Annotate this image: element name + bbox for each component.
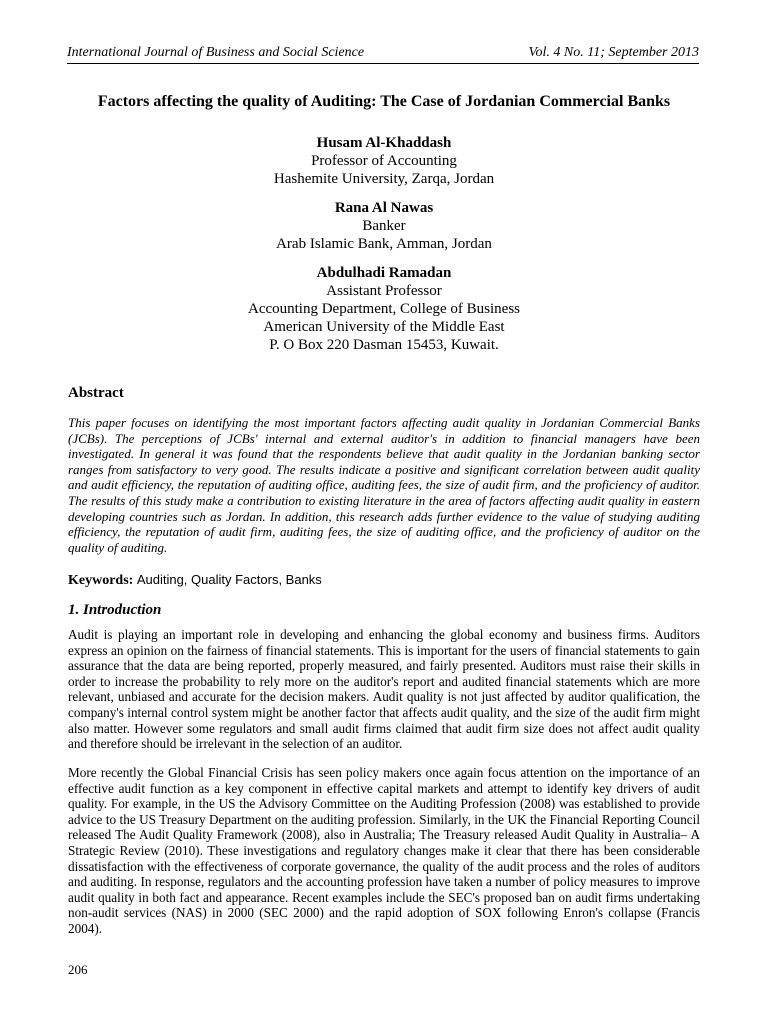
author-affiliation-line: Assistant Professor <box>326 283 442 299</box>
author-name: Abdulhadi Ramadan <box>316 265 452 281</box>
body-paragraph: Audit is playing an important role in developing and enhancing the global economy and business firms. Auditors express an opinion on the fairness of financial statements. This is important for the users of financial statements to gain assurance that the data are being reported, properly measured, and fairly presented. Auditors must raise their skills in order to increase the probability to rely more on the auditor's report and audited financial statements which are more relevant, unbiased and accurate for the decision makers. Audit quality is not just affected by auditor qualification, the company's internal control system might be another factor that affects audit quality, and the size of the audit firm might also matter. However some regulators and small audit firms claimed that audit firm size does not affect audit quality and therefore should be irrelevant in the selection of an auditor. <box>68 627 700 752</box>
journal-name: International Journal of Business and Social Science <box>67 45 365 60</box>
author-affiliation-line: P. O Box 220 Dasman 15453, Kuwait. <box>269 337 499 353</box>
author-affiliation-line: Banker <box>362 218 406 234</box>
author-affiliation-line: Accounting Department, College of Business <box>247 301 521 317</box>
paper-title: Factors affecting the quality of Auditing: The Case of Jordanian Commercial Banks <box>97 93 671 110</box>
introduction-heading: 1. Introduction <box>68 602 162 618</box>
author-list <box>0 134 768 365</box>
author-affiliation-line: Hashemite University, Zarqa, Jordan <box>273 171 495 187</box>
keywords-value: Auditing, Quality Factors, Banks <box>136 572 322 587</box>
author-name: Husam Al-Khaddash <box>316 135 452 151</box>
author-affiliation-line: American University of the Middle East <box>263 319 505 335</box>
volume-info: Vol. 4 No. 11; September 2013 <box>528 45 699 60</box>
author-block <box>0 134 768 188</box>
author-block <box>0 264 768 354</box>
keywords-label: Keywords: <box>68 573 134 588</box>
abstract-text: This paper focuses on identifying the most important factors affecting audit quality in Jordanian Commercial Banks (JCBs). The perceptions of JCBs' internal and external auditor's in addition to financial managers have been investigated. In general it was found that the respondents believe that audit quality in the Jordanian banking sector ranges from satisfactory to very good. The results indicate a positive and significant correlation between audit quality and audit efficiency, the reputation of auditing office, auditing fees, the size of audit firm, and the proficiency of auditor. The results of this study make a contribution to existing literature in the area of factors affecting audit quality in eastern developing countries such as Jordan. In addition, this research adds further evidence to the value of studying auditing efficiency, the reputation of audit firm, auditing fees, the size of auditing office, and the proficiency of auditor on the quality of auditing. <box>68 415 700 555</box>
author-block <box>0 199 768 253</box>
author-affiliation-line: Arab Islamic Bank, Amman, Jordan <box>276 236 492 252</box>
body-paragraph: More recently the Global Financial Crisis has seen policy makers once again focus attention on the importance of an effective audit function as a key component in effective capital markets and attempt to identify key drivers of audit quality. For example, in the US the Advisory Committee on the Auditing Profession (2008) was established to provide advice to the US Treasury Department on the auditing profession. Similarly, in the UK the Financial Reporting Council released The Audit Quality Framework (2008), also in Australia; The Treasury released Audit Quality in Australia– A Strategic Review (2010). These investigations and regulatory changes make it clear that there has been considerable dissatisfaction with the effectiveness of corporate governance, the quality of the audit process and the roles of auditors and auditing. In response, regulators and the accounting profession have taken a number of policy measures to improve audit quality in both fact and appearance. Recent examples include the SEC's proposed ban on audit firms undertaking non-audit services (NAS) in 2000 (SEC 2000) and the rapid adoption of SOX following Enron's collapse (Francis 2004). <box>68 765 700 936</box>
page-number: 206 <box>68 962 88 977</box>
author-name: Rana Al Nawas <box>334 200 434 216</box>
author-affiliation-line: Professor of Accounting <box>311 153 457 169</box>
keywords <box>68 571 322 589</box>
abstract-heading: Abstract <box>68 385 124 401</box>
running-header <box>67 44 699 64</box>
